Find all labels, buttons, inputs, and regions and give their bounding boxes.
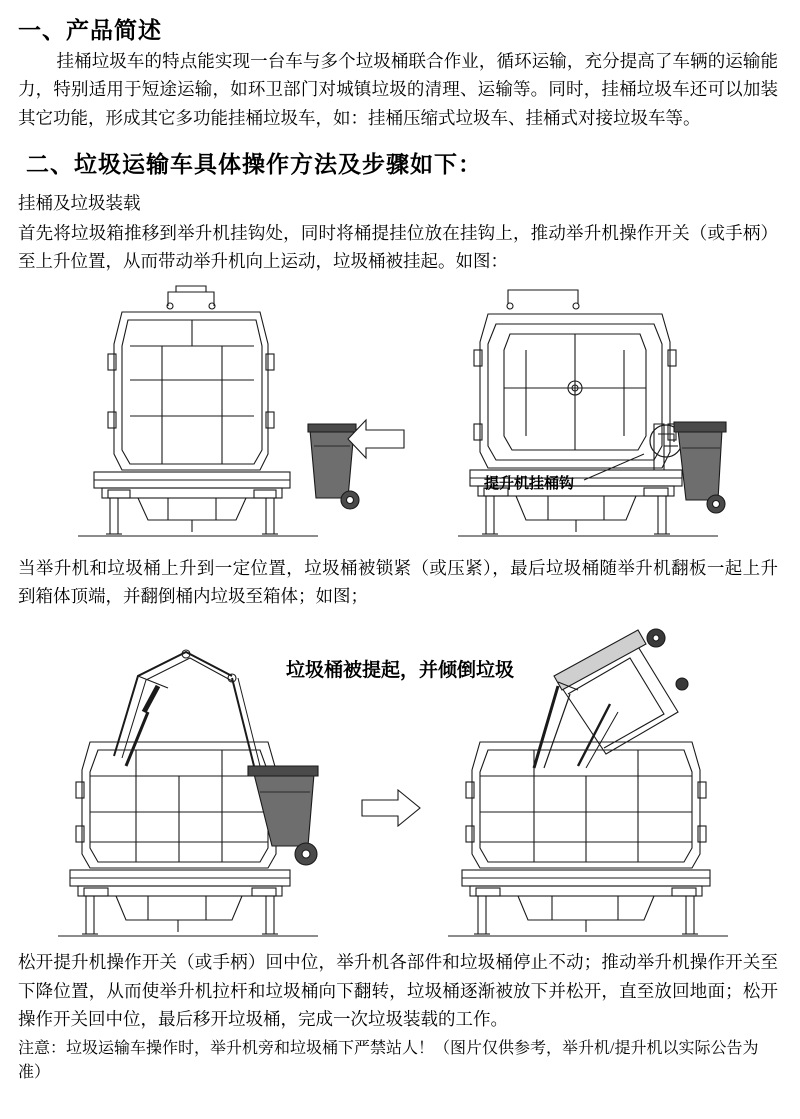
figure-2	[18, 616, 778, 946]
sub-heading-loading: 挂桶及垃圾装载	[18, 193, 141, 214]
figure-1	[18, 284, 778, 552]
section-2-paragraph-2: 当举升机和垃圾桶上升到一定位置，垃圾桶被锁紧（或压紧），最后垃圾桶随举升机翻板一起上升到箱体顶端，并翻倒桶内垃圾至箱体；如图；	[18, 557, 778, 607]
section-2-paragraph-1: 首先将垃圾箱推移到举升机挂钩处，同时将桶提挂位放在挂钩上，推动举升机操作开关（或手柄）至上升位置，从而带动举升机向上运动，垃圾桶被挂起。如图：	[18, 223, 778, 272]
section-title-2: 二、垃圾运输车具体操作方法及步骤如下：	[26, 151, 482, 179]
figure-1-waste-bin-right	[674, 422, 726, 513]
section-title-1: 一、产品简述	[18, 17, 162, 44]
figure-2-caption: 垃圾桶被提起，并倾倒垃圾	[286, 659, 515, 682]
figure-1-hook-label: 提升机挂桶钩	[484, 473, 575, 492]
section-2-paragraph-3: 松开提升机操作开关（或手柄）回中位，举升机各部件和垃圾桶停止不动；推动举升机操作开关至下降位置，从而使举升机拉杆和垃圾桶向下翻转，垃圾桶逐渐被放下并松开，直至放回地面；松开操作开关回中位，最后移开垃圾桶，完成一次垃圾装载的工作。	[18, 952, 778, 1030]
figure-2-waste-bin-tipped	[554, 629, 688, 754]
figure-1-truck-rear-view	[78, 286, 318, 536]
figure-1-truck-tailgate-open	[458, 290, 718, 536]
safety-note: 注意：垃圾运输车操作时，举升机旁和垃圾桶下严禁站人！（图片仅供参考，举升机/提升机以实际公告为准）	[18, 1040, 759, 1082]
section-1-paragraph: 挂桶垃圾车的特点能实现一台车与多个垃圾桶联合作业，循环运输，充分提高了车辆的运输能力，特别适用于短途运输，如环卫部门对城镇垃圾的清理、运输等。同时，挂桶垃圾车还可以加装其它功能，形成其它多功能挂桶垃圾车，如：挂桶压缩式垃圾车、挂桶式对接垃圾车等。	[18, 51, 778, 128]
figure-2-arrow-center	[362, 790, 420, 826]
figure-2-waste-bin-left	[248, 766, 318, 865]
